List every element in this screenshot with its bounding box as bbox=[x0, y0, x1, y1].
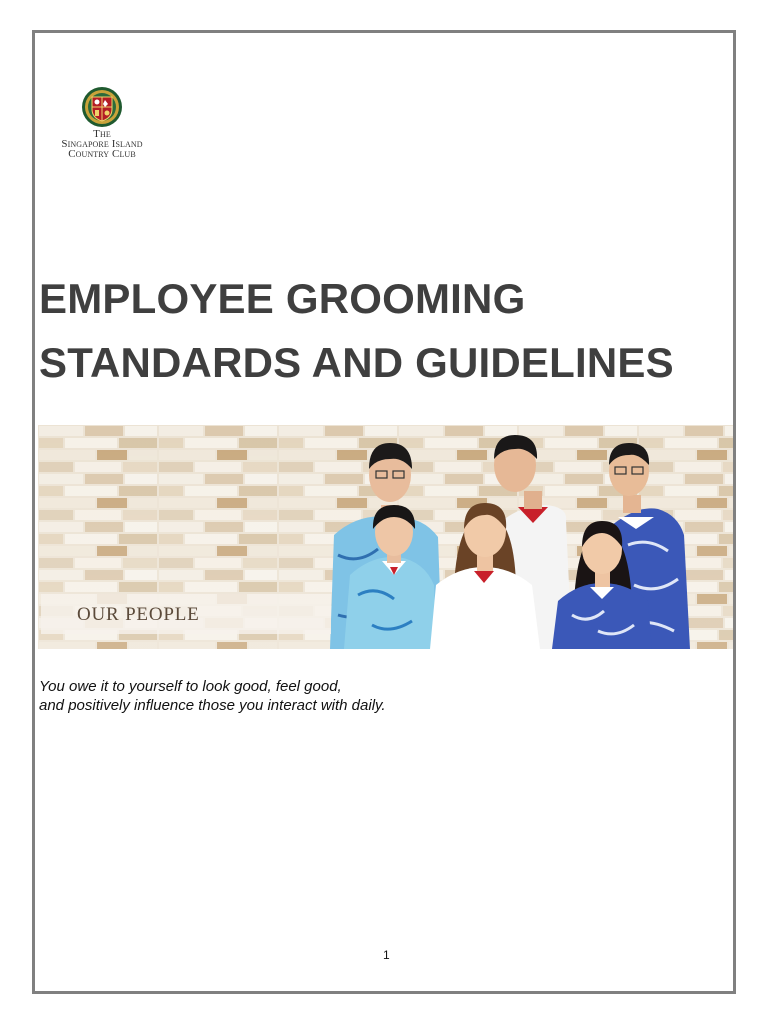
club-name-line2: Singapore Island bbox=[61, 138, 143, 150]
page-frame bbox=[32, 30, 736, 994]
club-name-line3: Country Club bbox=[68, 148, 136, 160]
our-people-label: OUR PEOPLE bbox=[77, 604, 200, 625]
tagline-line2: and positively influence those you interact with daily. bbox=[39, 697, 386, 714]
tagline bbox=[39, 677, 699, 715]
club-name bbox=[55, 129, 149, 159]
page-number: 1 bbox=[383, 948, 390, 962]
club-name-line1: The bbox=[93, 128, 111, 140]
document-title bbox=[39, 267, 729, 395]
our-people-banner bbox=[41, 594, 331, 634]
title-line2: STANDARDS AND GUIDELINES bbox=[39, 339, 674, 386]
our-people-photo bbox=[38, 425, 733, 649]
title-line1: EMPLOYEE GROOMING bbox=[39, 275, 526, 322]
club-logo bbox=[55, 85, 149, 159]
tagline-line1: You owe it to yourself to look good, feel good, bbox=[39, 678, 342, 695]
club-crest-icon bbox=[81, 85, 123, 129]
